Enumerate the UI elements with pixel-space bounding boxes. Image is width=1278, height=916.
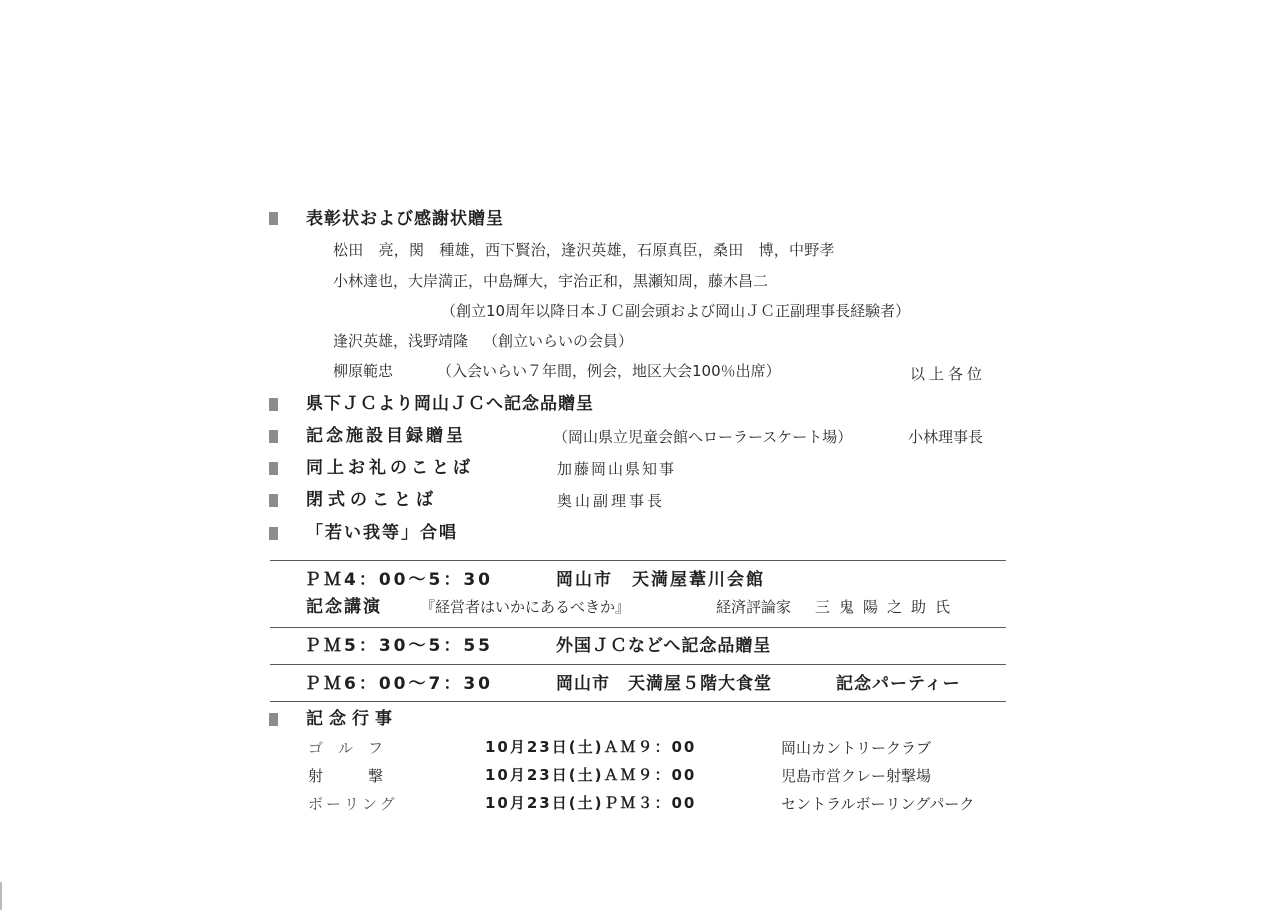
event-venue-bowling: セントラルボーリングパーク [781, 795, 975, 813]
divider [270, 560, 1006, 561]
bullet-square-icon [269, 527, 278, 540]
item-title-closing: 閉式のことば [306, 490, 438, 510]
event-datetime-golf: 10月23日(土)ＡＭ９：00 [485, 738, 697, 756]
divider [270, 627, 1006, 628]
awardee-note-line5: （入会いらい７年間，例会，地区大会100％出席） [437, 362, 781, 380]
events-title: 記念行事 [306, 709, 398, 729]
item-detail-facility: （岡山県立児童会館へローラースケート場） [553, 428, 853, 446]
bullet-square-icon [269, 430, 278, 443]
event-venue-golf: 岡山カントリークラブ [781, 739, 932, 757]
bullet-square-icon [269, 398, 278, 411]
section-title-awards: 表彰状および感謝状贈呈 [306, 209, 504, 229]
scan-edge-mark [0, 882, 2, 910]
divider [270, 664, 1006, 665]
bullet-square-icon [269, 494, 278, 507]
bullet-square-icon [269, 462, 278, 475]
event-name-golf: ゴ ル フ [308, 739, 384, 757]
item-detail-closing: 奥山副理事長 [557, 492, 666, 510]
awardee-suffix: 以上各位 [910, 365, 987, 383]
schedule-time-3: ＰＭ6：00～7：30 [304, 674, 493, 694]
lecture-speaker: 三鬼陽之助氏 [815, 598, 960, 616]
bullet-square-icon [269, 713, 278, 726]
divider [270, 701, 1006, 702]
item-title-thanks: 同上お礼のことば [306, 458, 474, 478]
awardee-note-line3: （創立10周年以降日本ＪＣ副会頭および岡山ＪＣ正副理事長経験者） [441, 302, 911, 320]
schedule-place-2: 外国ＪＣなどへ記念品贈呈 [556, 636, 772, 656]
event-datetime-shooting: 10月23日(土)ＡＭ９：00 [485, 766, 697, 784]
item-title-gift: 県下ＪＣより岡山ＪＣへ記念品贈呈 [306, 394, 594, 414]
event-datetime-bowling: 10月23日(土)ＰＭ３：00 [485, 794, 697, 812]
schedule-event-3: 記念パーティー [836, 674, 961, 694]
lecture-title: 『経営者はいかにあるべきか』 [420, 598, 631, 616]
awardee-name-line5: 柳原範忠 [333, 362, 394, 380]
schedule-place-3: 岡山市 天満屋５階大食堂 [556, 674, 772, 694]
awardee-names-line4: 逢沢英雄，浅野靖隆 [333, 332, 469, 350]
awardee-names-line2: 小林達也，大岸満正，中島輝大，宇治正和，黒瀬知周，藤木昌二 [333, 272, 769, 290]
item-title-facility: 記念施設目録贈呈 [306, 426, 466, 446]
item-person-facility: 小林理事長 [908, 428, 984, 446]
lecture-label: 記念講演 [306, 597, 382, 617]
schedule-place-1: 岡山市 天満屋葦川会館 [556, 570, 765, 590]
bullet-square-icon [269, 212, 278, 225]
lecture-role: 経済評論家 [716, 598, 792, 616]
event-venue-shooting: 児島市営クレー射撃場 [781, 767, 932, 785]
item-title-song: 「若い我等」合唱 [306, 523, 458, 543]
item-detail-thanks: 加藤岡山県知事 [557, 460, 677, 478]
schedule-time-2: ＰＭ5：30～5：55 [304, 636, 493, 656]
event-name-shooting: 射 撃 [308, 767, 384, 785]
awardee-note-line4: （創立いらいの会員） [483, 332, 634, 350]
awardee-names-line1: 松田 亮，関 種雄，西下賢治，逢沢英雄，石原真臣，桑田 博，中野孝 [333, 241, 835, 259]
schedule-time-1: ＰＭ4：00～5：30 [304, 570, 493, 590]
event-name-bowling: ボーリング [308, 795, 398, 813]
